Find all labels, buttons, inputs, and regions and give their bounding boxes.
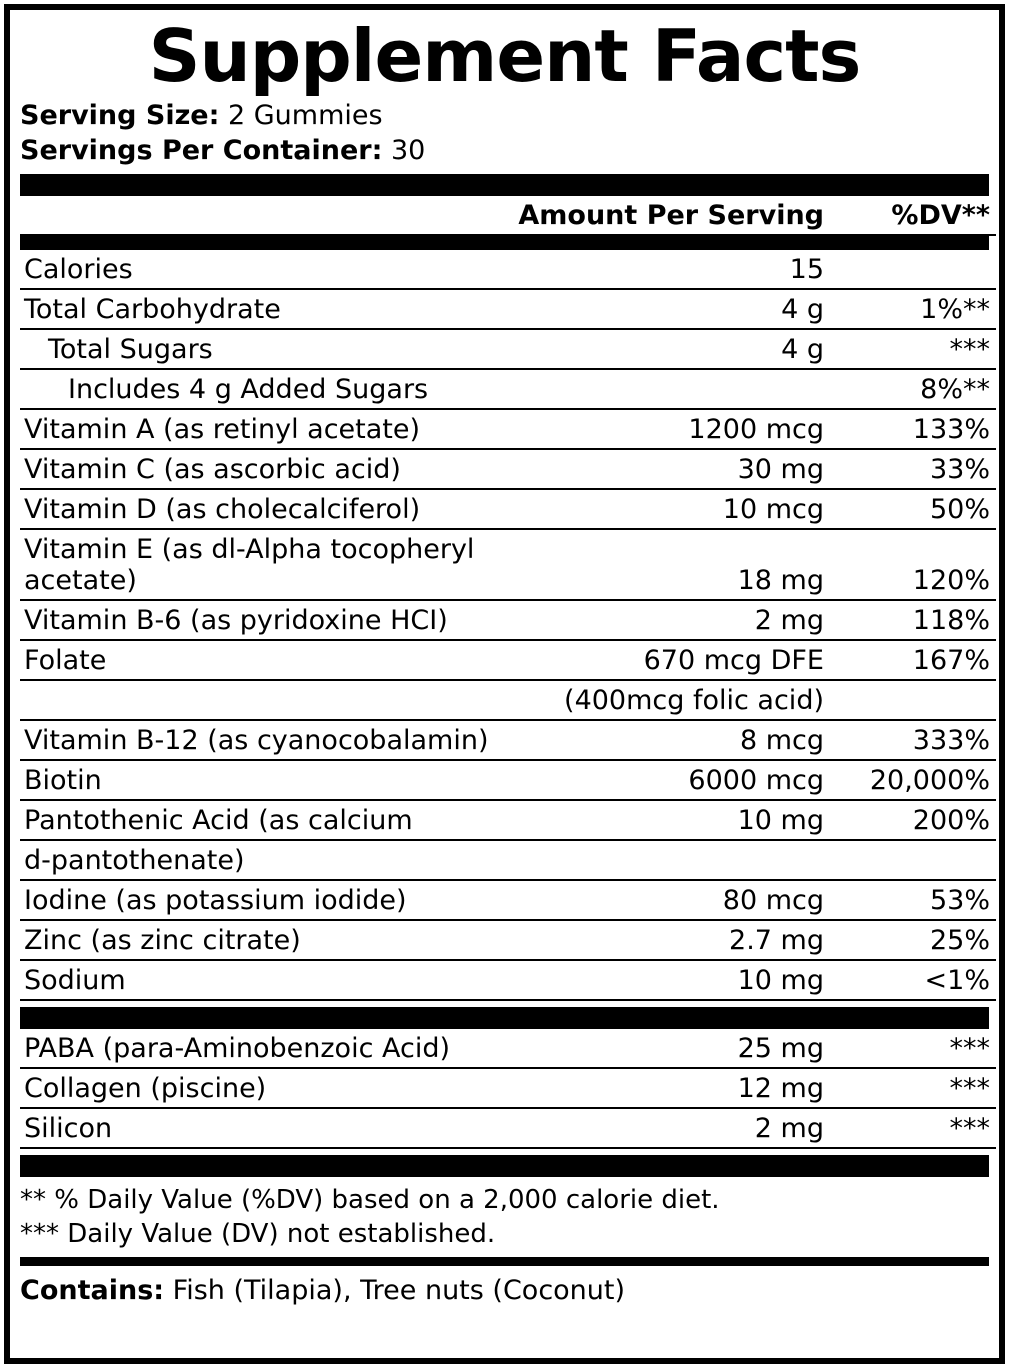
servings-per-container-value: 30	[390, 135, 426, 166]
row-amount: 10 mcg	[510, 489, 834, 529]
row-dv: 118%	[834, 600, 996, 640]
table-header-row	[20, 196, 996, 235]
table-row	[20, 960, 996, 1000]
row-dv	[834, 250, 996, 289]
table-row	[20, 529, 996, 600]
nutrients-table	[20, 250, 996, 1001]
table-row	[20, 600, 996, 640]
row-amount: 1200 mcg	[510, 409, 834, 449]
secondary-ingredients-table	[20, 1029, 996, 1149]
row-name: Includes 4 g Added Sugars	[20, 369, 510, 409]
row-name: Vitamin E (as dl-Alpha tocopheryl acetate)	[20, 529, 510, 600]
serving-size-line	[20, 98, 989, 133]
row-amount: 4 g	[510, 289, 834, 329]
row-amount: 8 mcg	[510, 720, 834, 760]
divider-above-contains	[20, 1257, 989, 1266]
row-dv: ***	[834, 1068, 996, 1108]
table-row	[20, 409, 996, 449]
divider-thick-top	[20, 174, 989, 196]
row-name: Total Sugars	[20, 329, 510, 369]
table-row	[20, 369, 996, 409]
table-row	[20, 760, 996, 800]
table-row	[20, 800, 996, 840]
table-row-continuation	[20, 680, 996, 720]
row-dv: ***	[834, 1108, 996, 1148]
table-row-continuation	[20, 840, 996, 880]
row-dv: 200%	[834, 800, 996, 840]
footnote-no-daily-value: *** Daily Value (DV) not established.	[20, 1219, 496, 1249]
row-dv: ***	[834, 1029, 996, 1068]
row-name: Biotin	[20, 760, 510, 800]
row-amount: 4 g	[510, 329, 834, 369]
divider-thick-middle	[20, 1007, 989, 1029]
row-name: Vitamin C (as ascorbic acid)	[20, 449, 510, 489]
row-name: Iodine (as potassium iodide)	[20, 880, 510, 920]
table-row	[20, 489, 996, 529]
divider-thick-bottom	[20, 1155, 989, 1177]
table-row	[20, 329, 996, 369]
row-name: Vitamin B-6 (as pyridoxine HCI)	[20, 600, 510, 640]
table-row	[20, 289, 996, 329]
row-name: Collagen (piscine)	[20, 1068, 510, 1108]
row-dv: 133%	[834, 409, 996, 449]
row-dv: 1%**	[834, 289, 996, 329]
row-amount: 80 mcg	[510, 880, 834, 920]
table-row	[20, 920, 996, 960]
row-amount: 25 mg	[510, 1029, 834, 1068]
row-name: Sodium	[20, 960, 510, 1000]
contains-value: Fish (Tilapia), Tree nuts (Coconut)	[172, 1275, 626, 1306]
row-amount: 18 mg	[510, 529, 834, 600]
table-row	[20, 1108, 996, 1148]
serving-size-label: Serving Size:	[20, 100, 220, 131]
serving-size-value: 2 Gummies	[228, 100, 383, 131]
row-dv: 20,000%	[834, 760, 996, 800]
row-dv: 50%	[834, 489, 996, 529]
row-amount: 6000 mcg	[510, 760, 834, 800]
row-amount: 15	[510, 250, 834, 289]
header-percent-dv: %DV**	[834, 196, 996, 235]
row-dv: ***	[834, 329, 996, 369]
table-row	[20, 720, 996, 760]
row-amount-continued	[510, 840, 834, 880]
supplement-facts-panel	[4, 4, 1005, 1364]
row-amount: 30 mg	[510, 449, 834, 489]
table-row	[20, 880, 996, 920]
row-name-continued	[20, 680, 510, 720]
page-title: Supplement Facts	[148, 14, 861, 98]
row-dv: 8%**	[834, 369, 996, 409]
table-row	[20, 1029, 996, 1068]
servings-per-container-label: Servings Per Container:	[20, 135, 383, 166]
header-spacer	[20, 196, 510, 235]
row-name: Silicon	[20, 1108, 510, 1148]
row-name: Zinc (as zinc citrate)	[20, 920, 510, 960]
servings-per-container-line	[20, 133, 989, 168]
row-dv: 53%	[834, 880, 996, 920]
row-amount: 12 mg	[510, 1068, 834, 1108]
row-name: Vitamin D (as cholecalciferol)	[20, 489, 510, 529]
row-dv-continued	[834, 840, 996, 880]
row-dv: 333%	[834, 720, 996, 760]
footnotes	[20, 1177, 989, 1251]
table-row	[20, 449, 996, 489]
table-row	[20, 640, 996, 680]
header-amount-per-serving: Amount Per Serving	[510, 196, 834, 235]
row-name-continued: d-pantothenate)	[20, 840, 510, 880]
row-name: Pantothenic Acid (as calcium	[20, 800, 510, 840]
row-dv-continued	[834, 680, 996, 720]
contains-line	[20, 1266, 989, 1308]
row-amount: 10 mg	[510, 800, 834, 840]
row-dv: 120%	[834, 529, 996, 600]
divider-under-header	[20, 236, 989, 250]
row-name: Vitamin B-12 (as cyanocobalamin)	[20, 720, 510, 760]
table-row	[20, 250, 996, 289]
footnote-daily-value: ** % Daily Value (%DV) based on a 2,000 calorie diet.	[20, 1185, 720, 1215]
row-amount: 2.7 mg	[510, 920, 834, 960]
row-dv: 167%	[834, 640, 996, 680]
contains-label: Contains:	[20, 1275, 165, 1306]
row-amount: 2 mg	[510, 1108, 834, 1148]
row-amount: 670 mcg DFE	[510, 640, 834, 680]
row-amount: 10 mg	[510, 960, 834, 1000]
row-dv: 33%	[834, 449, 996, 489]
row-name: Total Carbohydrate	[20, 289, 510, 329]
row-amount-continued: (400mcg folic acid)	[510, 680, 834, 720]
row-name: PABA (para-Aminobenzoic Acid)	[20, 1029, 510, 1068]
nutrition-table	[20, 196, 996, 236]
row-amount	[510, 369, 834, 409]
row-name: Calories	[20, 250, 510, 289]
row-name: Vitamin A (as retinyl acetate)	[20, 409, 510, 449]
table-row	[20, 1068, 996, 1108]
row-name: Folate	[20, 640, 510, 680]
row-dv: 25%	[834, 920, 996, 960]
row-amount: 2 mg	[510, 600, 834, 640]
row-dv: <1%	[834, 960, 996, 1000]
